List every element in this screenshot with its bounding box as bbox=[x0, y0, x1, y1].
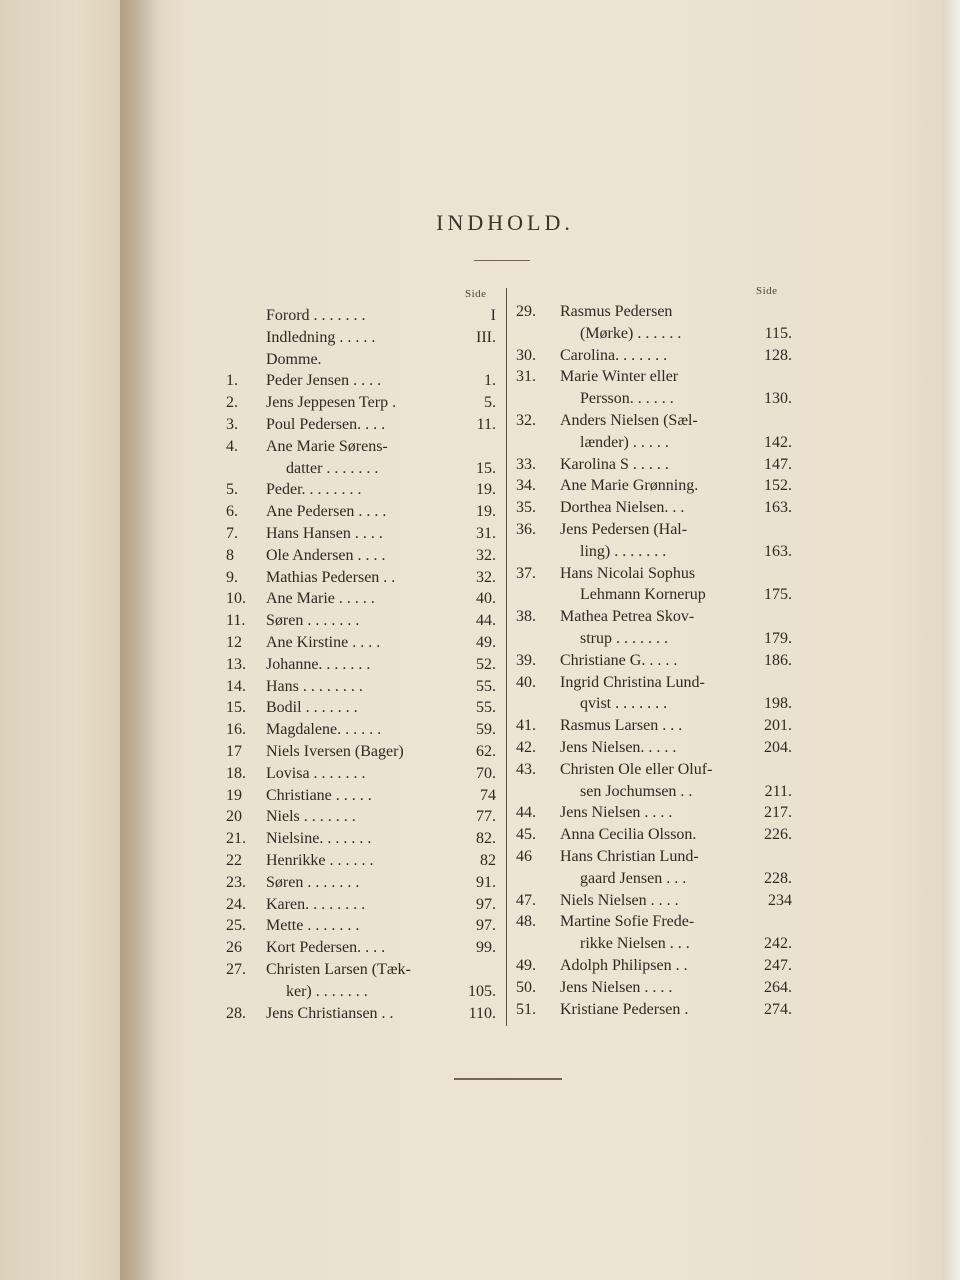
toc-entry bbox=[510, 715, 792, 737]
entry-number: 43. bbox=[516, 760, 536, 778]
page-edge bbox=[942, 0, 960, 1280]
entry-title: Ane Pedersen . . . . bbox=[266, 503, 387, 521]
entry-number: 22 bbox=[226, 851, 242, 869]
toc-entry bbox=[510, 781, 792, 803]
entry-number bbox=[510, 323, 560, 345]
entry-title: qvist . . . . . . . bbox=[580, 695, 668, 713]
toc-entry bbox=[226, 654, 496, 676]
title-rule bbox=[474, 260, 530, 261]
entry-page bbox=[788, 911, 792, 933]
entry-page: 186. bbox=[764, 651, 792, 669]
entry-page: 59. bbox=[476, 721, 496, 739]
entry-title: Mette . . . . . . . bbox=[266, 917, 360, 935]
entry-title: ker) . . . . . . . bbox=[286, 982, 368, 1000]
entry-title: sen Jochumsen . . bbox=[580, 782, 693, 800]
entry-page: 82. bbox=[476, 830, 496, 848]
toc-entry bbox=[510, 606, 792, 628]
entry-title: Ane Kirstine . . . . bbox=[266, 633, 381, 651]
entry-title: Peder Jensen . . . . bbox=[266, 372, 382, 390]
entry-number: 23. bbox=[226, 873, 246, 891]
toc-entry bbox=[226, 327, 496, 349]
entry-title: Ingrid Christina Lund- bbox=[560, 673, 705, 691]
entry-title: Hans . . . . . . . . bbox=[266, 677, 363, 695]
entry-number: 7. bbox=[226, 524, 238, 542]
entry-number: 18. bbox=[226, 764, 246, 782]
entry-page: 264. bbox=[764, 978, 792, 996]
entry-title: Søren . . . . . . . bbox=[266, 612, 360, 630]
entry-number: 30. bbox=[516, 346, 536, 364]
entry-title: Hans Nicolai Sophus bbox=[560, 564, 696, 582]
toc-entry bbox=[510, 541, 792, 563]
entry-title: Mathea Petrea Skov- bbox=[560, 608, 695, 626]
entry-title: Ane Marie . . . . . bbox=[266, 590, 375, 608]
entry-number: 8 bbox=[226, 546, 234, 564]
toc-entry bbox=[510, 824, 792, 846]
entry-number: 12 bbox=[226, 633, 242, 651]
entry-number: 38. bbox=[516, 608, 536, 626]
entry-number bbox=[226, 349, 266, 371]
entry-title: Ane Marie Sørens- bbox=[266, 437, 388, 455]
toc-entry bbox=[226, 676, 496, 698]
entry-title: Niels Nielsen . . . . bbox=[560, 891, 679, 909]
toc-entry bbox=[226, 697, 496, 719]
entry-page: 247. bbox=[764, 956, 792, 974]
entry-title: Indledning . . . . . bbox=[266, 328, 376, 346]
toc-entry bbox=[226, 806, 496, 828]
toc-entry bbox=[226, 588, 496, 610]
entry-number: 31. bbox=[516, 368, 536, 386]
toc-entry bbox=[510, 890, 792, 912]
toc-entry bbox=[510, 672, 792, 694]
entry-title: Rasmus Larsen . . . bbox=[560, 717, 683, 735]
toc-entry bbox=[510, 628, 792, 650]
entry-page: 110. bbox=[468, 1004, 496, 1022]
toc-entry bbox=[510, 454, 792, 476]
entry-number bbox=[510, 933, 560, 955]
toc-entry bbox=[510, 846, 792, 868]
toc-entry bbox=[510, 345, 792, 367]
entry-page: 52. bbox=[476, 655, 496, 673]
entry-number: 9. bbox=[226, 568, 238, 586]
entry-title: Jens Jeppesen Terp . bbox=[266, 394, 397, 412]
entry-page bbox=[492, 436, 496, 458]
entry-page: 115. bbox=[764, 324, 792, 342]
entry-page: 142. bbox=[764, 433, 792, 451]
toc-entry bbox=[510, 519, 792, 541]
toc-entry bbox=[226, 894, 496, 916]
entry-page: 15. bbox=[476, 459, 496, 477]
entry-title: Carolina. . . . . . . bbox=[560, 346, 668, 364]
entry-number bbox=[510, 388, 560, 410]
entry-number: 51. bbox=[516, 1000, 536, 1018]
toc-entry bbox=[226, 959, 496, 981]
toc-entry bbox=[226, 523, 496, 545]
toc-entry bbox=[510, 497, 792, 519]
toc-entry bbox=[510, 366, 792, 388]
entry-number bbox=[226, 981, 266, 1003]
entry-number: 42. bbox=[516, 738, 536, 756]
entry-number: 10. bbox=[226, 590, 246, 608]
entry-title: Dorthea Nielsen. . . bbox=[560, 499, 685, 517]
toc-entry bbox=[226, 392, 496, 414]
toc-entry bbox=[226, 479, 496, 501]
entry-number: 26 bbox=[226, 939, 242, 957]
entry-page: 70. bbox=[476, 764, 496, 782]
entry-number: 13. bbox=[226, 655, 246, 673]
toc-entry bbox=[510, 911, 792, 933]
entry-page: 40. bbox=[476, 590, 496, 608]
entry-page: 32. bbox=[476, 568, 496, 586]
entry-title: Jens Pedersen (Hal- bbox=[560, 520, 688, 538]
entry-number: 20 bbox=[226, 808, 242, 826]
entry-page: 74 bbox=[480, 786, 496, 804]
entry-page: 179. bbox=[764, 629, 792, 647]
entry-page: 97. bbox=[476, 917, 496, 935]
entry-number: 39. bbox=[516, 651, 536, 669]
toc-entry bbox=[510, 563, 792, 585]
entry-number bbox=[510, 584, 560, 606]
side-label-left: Side bbox=[465, 288, 487, 300]
entry-number: 37. bbox=[516, 564, 536, 582]
entry-title: Persson. . . . . . bbox=[580, 390, 674, 408]
toc-entry bbox=[510, 301, 792, 323]
entry-number bbox=[226, 458, 266, 480]
entry-title: Poul Pedersen. . . . bbox=[266, 415, 386, 433]
toc-entry bbox=[226, 370, 496, 392]
toc-entry bbox=[510, 584, 792, 606]
entry-title: Karen. . . . . . . . bbox=[266, 895, 366, 913]
entry-number: 24. bbox=[226, 895, 246, 913]
entry-title: lænder) . . . . . bbox=[580, 433, 669, 451]
toc-entry bbox=[226, 458, 496, 480]
entry-page: 163. bbox=[764, 542, 792, 560]
entry-page: III. bbox=[476, 328, 496, 346]
entry-title: Hans Hansen . . . . bbox=[266, 524, 383, 542]
entry-page bbox=[788, 563, 792, 585]
toc-entry bbox=[226, 545, 496, 567]
entry-title: Ole Andersen . . . . bbox=[266, 546, 386, 564]
entry-page: I bbox=[490, 307, 496, 324]
entry-number: 3. bbox=[226, 415, 238, 433]
toc-entry bbox=[510, 475, 792, 497]
bottom-rule bbox=[454, 1078, 562, 1080]
entry-title: Ane Marie Grønning. bbox=[560, 477, 699, 495]
column-divider bbox=[506, 288, 507, 1026]
entry-page: 31. bbox=[476, 524, 496, 542]
entry-title: Christiane G. . . . . bbox=[560, 651, 678, 669]
entry-number: 11. bbox=[226, 612, 246, 630]
entry-page: 77. bbox=[476, 808, 496, 826]
entry-title: rikke Nielsen . . . bbox=[580, 935, 690, 953]
entry-title: Jens Nielsen . . . . bbox=[560, 804, 673, 822]
entry-title: gaard Jensen . . . bbox=[580, 869, 687, 887]
entry-page: 226. bbox=[764, 826, 792, 844]
entry-page bbox=[492, 959, 496, 981]
entry-number: 44. bbox=[516, 804, 536, 822]
toc-entry bbox=[510, 650, 792, 672]
toc-entry bbox=[226, 305, 496, 327]
entry-number: 4. bbox=[226, 437, 238, 455]
entry-page bbox=[788, 366, 792, 388]
entry-page: 128. bbox=[764, 346, 792, 364]
entry-number bbox=[510, 868, 560, 890]
entry-number: 16. bbox=[226, 721, 246, 739]
entry-title: Kort Pedersen. . . . bbox=[266, 939, 386, 957]
toc-entry bbox=[226, 414, 496, 436]
entry-title: Christiane . . . . . bbox=[266, 786, 372, 804]
entry-number: 27. bbox=[226, 960, 246, 978]
entry-number bbox=[226, 305, 266, 327]
entry-number bbox=[510, 432, 560, 454]
entry-title: Domme. bbox=[266, 350, 322, 368]
toc-entry bbox=[226, 501, 496, 523]
entry-title: Rasmus Pedersen bbox=[560, 303, 673, 320]
entry-page bbox=[788, 672, 792, 694]
entry-title: Jens Nielsen . . . . bbox=[560, 978, 673, 996]
entry-title: Bodil . . . . . . . bbox=[266, 699, 358, 717]
toc-entry bbox=[226, 741, 496, 763]
entry-title: Marie Winter eller bbox=[560, 368, 679, 386]
entry-page: 228. bbox=[764, 869, 792, 887]
entry-number: 50. bbox=[516, 978, 536, 996]
toc-entry bbox=[510, 955, 792, 977]
entry-number: 34. bbox=[516, 477, 536, 495]
entry-page: 147. bbox=[764, 455, 792, 473]
entry-page: 44. bbox=[476, 612, 496, 630]
entry-number: 29. bbox=[516, 303, 536, 320]
toc-entry bbox=[510, 868, 792, 890]
toc-entry bbox=[226, 828, 496, 850]
entry-title: Lehmann Kornerup bbox=[580, 586, 706, 604]
entry-number: 5. bbox=[226, 481, 238, 499]
entry-page: 97. bbox=[476, 895, 496, 913]
entry-title: Mathias Pedersen . . bbox=[266, 568, 396, 586]
entry-number: 32. bbox=[516, 411, 536, 429]
entry-number: 15. bbox=[226, 699, 246, 717]
entry-page: 91. bbox=[476, 873, 496, 891]
entry-title: Hans Christian Lund- bbox=[560, 847, 699, 865]
toc-entry bbox=[510, 410, 792, 432]
toc-entry bbox=[510, 432, 792, 454]
entry-page bbox=[788, 846, 792, 868]
entry-page: 217. bbox=[764, 804, 792, 822]
entry-page: 175. bbox=[764, 586, 792, 604]
entry-page bbox=[788, 606, 792, 628]
entry-page: 234 bbox=[768, 891, 792, 909]
entry-title: Niels Iversen (Bager) bbox=[266, 742, 404, 760]
entry-title: Johanne. . . . . . . bbox=[266, 655, 371, 673]
toc-entry bbox=[226, 610, 496, 632]
toc-entry bbox=[510, 802, 792, 824]
entry-page: 49. bbox=[476, 633, 496, 651]
entry-number: 19 bbox=[226, 786, 242, 804]
entry-title: ling) . . . . . . . bbox=[580, 542, 667, 560]
entry-number: 45. bbox=[516, 826, 536, 844]
toc-entry bbox=[510, 933, 792, 955]
entry-page bbox=[492, 349, 496, 371]
entry-title: Anna Cecilia Olsson. bbox=[560, 826, 697, 844]
entry-title: Forord . . . . . . . bbox=[266, 307, 366, 324]
toc-entry bbox=[510, 977, 792, 999]
entry-title: Lovisa . . . . . . . bbox=[266, 764, 366, 782]
entry-page: 19. bbox=[476, 481, 496, 499]
toc-entry bbox=[226, 872, 496, 894]
entry-page: 201. bbox=[764, 717, 792, 735]
entry-number: 47. bbox=[516, 891, 536, 909]
entry-page: 242. bbox=[764, 935, 792, 953]
toc-entry bbox=[226, 915, 496, 937]
entry-page bbox=[788, 759, 792, 781]
entry-title: Søren . . . . . . . bbox=[266, 873, 360, 891]
entry-page: 11. bbox=[476, 415, 496, 433]
entry-page: 55. bbox=[476, 677, 496, 695]
toc-entry bbox=[510, 323, 792, 345]
entry-number: 49. bbox=[516, 956, 536, 974]
toc-entry bbox=[226, 763, 496, 785]
toc-entry bbox=[510, 759, 792, 781]
entry-page: 82 bbox=[480, 851, 496, 869]
page-title: INDHOLD. bbox=[436, 210, 574, 235]
entry-number: 1. bbox=[226, 372, 238, 390]
toc-entry bbox=[226, 981, 496, 1003]
entry-number: 46 bbox=[516, 847, 532, 865]
toc-entry bbox=[510, 693, 792, 715]
entry-title: Christen Ole eller Oluf- bbox=[560, 760, 713, 778]
entry-number: 21. bbox=[226, 830, 246, 848]
side-label-right: Side bbox=[756, 285, 778, 297]
entry-page: 130. bbox=[764, 390, 792, 408]
toc-entry bbox=[226, 785, 496, 807]
entry-number: 28. bbox=[226, 1004, 246, 1022]
entry-page: 55. bbox=[476, 699, 496, 717]
toc-entry bbox=[226, 937, 496, 959]
entry-number bbox=[226, 327, 266, 349]
entry-number: 48. bbox=[516, 913, 536, 931]
entry-title: Anders Nielsen (Sæl- bbox=[560, 411, 698, 429]
entry-number: 41. bbox=[516, 717, 536, 735]
entry-number bbox=[510, 781, 560, 803]
entry-page bbox=[788, 301, 792, 323]
entry-page: 32. bbox=[476, 546, 496, 564]
toc-entry bbox=[226, 719, 496, 741]
entry-page: 99. bbox=[476, 939, 496, 957]
entry-number bbox=[510, 693, 560, 715]
entry-title: Henrikke . . . . . . bbox=[266, 851, 374, 869]
entry-number: 17 bbox=[226, 742, 242, 760]
entry-number bbox=[510, 628, 560, 650]
entry-title: Martine Sofie Frede- bbox=[560, 913, 695, 931]
toc-entry bbox=[226, 349, 496, 371]
entry-page: 163. bbox=[764, 499, 792, 517]
entry-number: 25. bbox=[226, 917, 246, 935]
entry-title: Adolph Philipsen . . bbox=[560, 956, 688, 974]
contents-right-column bbox=[510, 301, 792, 1020]
entry-page: 274. bbox=[764, 1000, 792, 1018]
toc-entry bbox=[226, 1003, 496, 1025]
entry-number: 35. bbox=[516, 499, 536, 517]
entry-page: 204. bbox=[764, 738, 792, 756]
entry-title: Christen Larsen (Tæk- bbox=[266, 960, 411, 978]
entry-page: 1. bbox=[484, 372, 496, 390]
entry-title: datter . . . . . . . bbox=[286, 459, 379, 477]
entry-number: 2. bbox=[226, 394, 238, 412]
entry-title: Karolina S . . . . . bbox=[560, 455, 669, 473]
toc-entry bbox=[510, 999, 792, 1021]
entry-number: 40. bbox=[516, 673, 536, 691]
entry-number: 14. bbox=[226, 677, 246, 695]
entry-page: 5. bbox=[484, 394, 496, 412]
entry-number bbox=[510, 541, 560, 563]
toc-entry bbox=[226, 436, 496, 458]
book-gutter bbox=[120, 0, 160, 1280]
entry-number: 36. bbox=[516, 520, 536, 538]
entry-page bbox=[788, 519, 792, 541]
entry-title: Jens Nielsen. . . . . bbox=[560, 738, 677, 756]
entry-page: 62. bbox=[476, 742, 496, 760]
toc-entry bbox=[510, 388, 792, 410]
entry-title: Peder. . . . . . . . bbox=[266, 481, 362, 499]
contents-left-column bbox=[226, 305, 496, 1024]
entry-title: Kristiane Pedersen . bbox=[560, 1000, 689, 1018]
entry-page: 152. bbox=[764, 477, 792, 495]
entry-number: 33. bbox=[516, 455, 536, 473]
entry-page bbox=[788, 410, 792, 432]
entry-number: 6. bbox=[226, 503, 238, 521]
toc-entry bbox=[226, 850, 496, 872]
entry-title: Niels . . . . . . . bbox=[266, 808, 356, 826]
entry-page: 105. bbox=[468, 982, 496, 1000]
toc-entry bbox=[226, 632, 496, 654]
entry-page: 211. bbox=[764, 782, 792, 800]
entry-title: strup . . . . . . . bbox=[580, 629, 668, 647]
toc-entry bbox=[226, 567, 496, 589]
entry-title: Nielsine. . . . . . . bbox=[266, 830, 372, 848]
entry-title: Jens Christiansen . . bbox=[266, 1004, 394, 1022]
entry-page: 198. bbox=[764, 695, 792, 713]
toc-entry bbox=[510, 737, 792, 759]
entry-title: (Mørke) . . . . . . bbox=[580, 324, 682, 342]
entry-page: 19. bbox=[476, 503, 496, 521]
entry-title: Magdalene. . . . . . bbox=[266, 721, 382, 739]
